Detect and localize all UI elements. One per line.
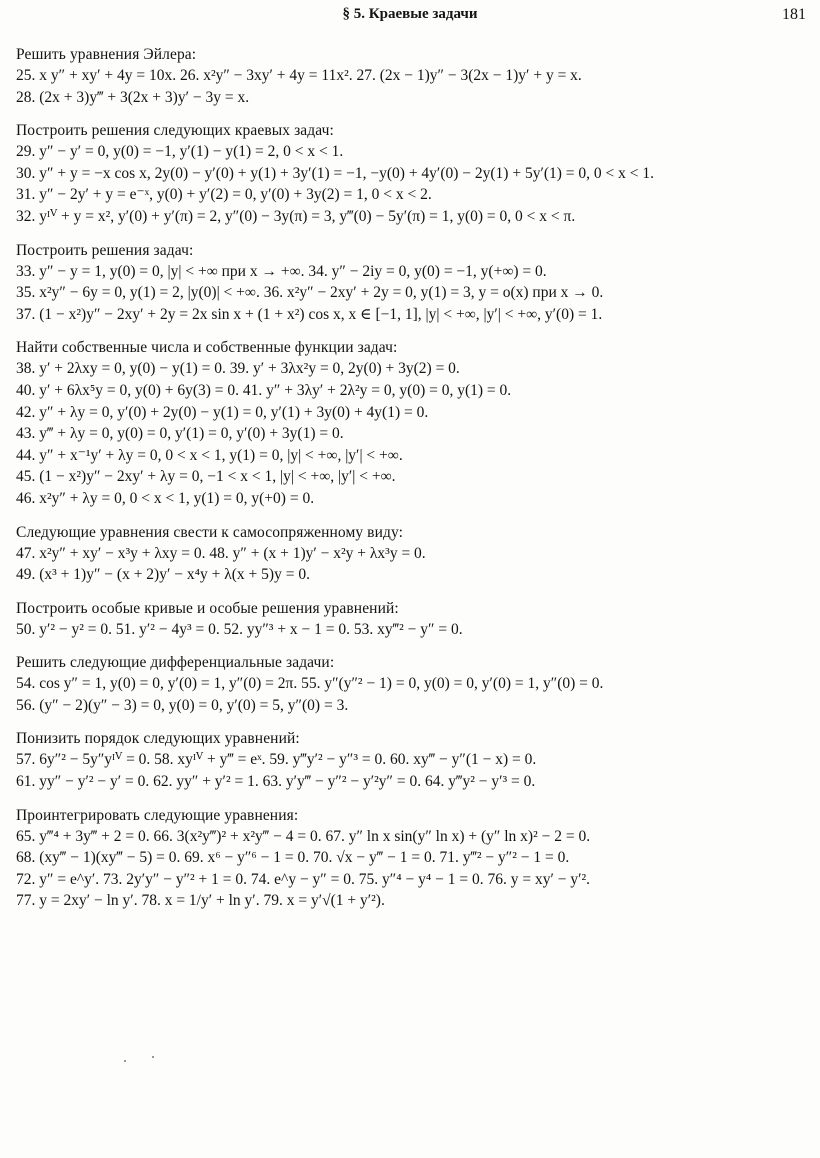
section-instruction: Следующие уравнения свести к самосопряженному виду: — [16, 523, 404, 541]
page-header — [0, 6, 820, 28]
problems-body — [16, 44, 812, 924]
section-heading: § 5. Краевые задачи — [342, 6, 478, 22]
problem-section — [16, 805, 812, 912]
problem-line: 61. yy″ − y′² − y′ = 0. 62. yy″ + y′² = 1. 63. y′y‴ − y″² − y′²y″ = 0. 64. y‴y² − y′³ = 0. — [16, 773, 536, 791]
problem-line: 46. x²y″ + λy = 0, 0 < x < 1, y(1) = 0, y(+0) = 0. — [16, 489, 315, 507]
problem-line: 38. y′ + 2λxy = 0, y(0) − y(1) = 0. 39. y′ + 3λx²y = 0, 2y(0) + 3y(2) = 0. — [16, 360, 460, 378]
problem-line: 50. y′² − y² = 0. 51. y′² − 4y³ = 0. 52. yy″³ + x − 1 = 0. 53. xy‴² − y″ = 0. — [16, 620, 463, 638]
scan-speck — [124, 1060, 126, 1062]
problem-section — [16, 652, 812, 716]
problem-line: 31. y″ − 2y′ + y = e⁻ˣ, y(0) + y′(2) = 0, y′(0) + 3y(2) = 1, 0 < x < 2. — [16, 186, 432, 204]
problem-line: 72. y″ = e^y′. 73. 2y′y″ − y″² + 1 = 0. 74. e^y − y″ = 0. 75. y″⁴ − y⁴ − 1 = 0. 76. y = xy′ − y′². — [16, 870, 591, 888]
section-instruction: Понизить порядок следующих уравнений: — [16, 730, 300, 748]
problem-line: 29. y″ − y′ = 0, y(0) = −1, y′(1) − y(1) = 2, 0 < x < 1. — [16, 143, 344, 161]
problem-section — [16, 728, 812, 792]
section-instruction: Построить особые кривые и особые решения уравнений: — [16, 599, 399, 617]
problem-line: 49. (x³ + 1)y″ − (x + 2)y′ − x⁴y + λ(x + 5)y = 0. — [16, 566, 310, 584]
problem-line: 35. x²y″ − 6y = 0, y(1) = 2, |y(0)| < +∞. 36. x²y″ − 2xy′ + 2y = 0, y(1) = 3, y = o(x) при x → 0. — [16, 284, 604, 302]
section-instruction: Построить решения следующих краевых задач: — [16, 122, 334, 140]
problem-section — [16, 120, 812, 227]
problem-line: 42. y″ + λy = 0, y′(0) + 2y(0) − y(1) = 0, y′(1) + 3y(0) + 4y(1) = 0. — [16, 403, 429, 421]
problem-line: 30. y″ + y = −x cos x, 2y(0) − y′(0) + y(1) + 3y′(1) = −1, −y(0) + 4y′(0) − 2y(1) + 5y′(1) = 0, 0 < x < 1. — [16, 164, 655, 182]
problem-line: 43. y‴ + λy = 0, y(0) = 0, y′(1) = 0, y′(0) + 3y(1) = 0. — [16, 425, 344, 443]
problem-line: 25. x y″ + xy′ + 4y = 10x. 26. x²y″ − 3xy′ + 4y = 11x². 27. (2x − 1)y″ − 3(2x − 1)y′ + y = x. — [16, 67, 582, 84]
problem-line: 57. 6y″² − 5y″yᴵⱽ = 0. 58. xyᴵⱽ + y‴ = eˣ. 59. y‴y′² − y″³ = 0. 60. xy‴ − y″(1 − x) = 0. — [16, 751, 537, 769]
problem-line: 68. (xy‴ − 1)(xy‴ − 5) = 0. 69. x⁶ − y″⁶ − 1 = 0. 70. √x − y‴ − 1 = 0. 71. y‴² − y″² − 1 = 0. — [16, 849, 570, 867]
problem-line: 65. y‴⁴ + 3y‴ + 2 = 0. 66. 3(x²y‴)² + x²y‴ − 4 = 0. 67. y″ ln x sin(y″ ln x) + (y″ ln x)² − 2 = 0. — [16, 827, 591, 845]
problem-line: 56. (y″ − 2)(y″ − 3) = 0, y(0) = 0, y′(0) = 5, y″(0) = 3. — [16, 696, 349, 714]
problem-section — [16, 240, 812, 326]
problem-section — [16, 44, 812, 108]
problem-line: 33. y″ − y = 1, y(0) = 0, |y| < +∞ при x → +∞. 34. y″ − 2iy = 0, y(0) = −1, y(+∞) = 0. — [16, 262, 547, 280]
section-instruction: Решить уравнения Эйлера: — [16, 46, 197, 63]
problem-line: 40. y′ + 6λx⁵y = 0, y(0) + 6y(3) = 0. 41. y″ + 3λy′ + 2λ²y = 0, y(0) = 0, y(1) = 0. — [16, 381, 512, 399]
scan-speck — [152, 1056, 154, 1058]
problem-line: 32. yᴵⱽ + y = x², y′(0) + y′(π) = 2, y″(0) − 3y(π) = 3, y‴(0) − 5y′(π) = 1, y(0) = 0, 0 < x < π. — [16, 207, 576, 225]
section-instruction: Проинтегрировать следующие уравнения: — [16, 806, 299, 824]
problem-line: 37. (1 − x²)y″ − 2xy′ + 2y = 2x sin x + (1 + x²) cos x, x ∈ [−1, 1], |y| < +∞, |y′| < +∞, y′(0) = 1. — [16, 305, 603, 323]
problem-section — [16, 337, 812, 509]
problem-line: 77. y = 2xy′ − ln y′. 78. x = 1/y′ + ln y′. 79. x = y′√(1 + y′²). — [16, 892, 385, 910]
problem-section — [16, 522, 812, 586]
section-instruction: Решить следующие дифференциальные задачи: — [16, 654, 335, 672]
problem-line: 54. cos y″ = 1, y(0) = 0, y′(0) = 1, y″(0) = 2π. 55. y″(y″² − 1) = 0, y(0) = 0, y′(0) = 1, y″(0) = 0. — [16, 675, 604, 693]
problem-section — [16, 598, 812, 641]
section-instruction: Найти собственные числа и собственные функции задач: — [16, 339, 398, 357]
problem-line: 45. (1 − x²)y″ − 2xy′ + λy = 0, −1 < x < 1, |y| < +∞, |y′| < +∞. — [16, 468, 396, 486]
problem-line: 44. y″ + x⁻¹y′ + λy = 0, 0 < x < 1, y(1) = 0, |y| < +∞, |y′| < +∞. — [16, 446, 403, 464]
section-instruction: Построить решения задач: — [16, 241, 194, 259]
problem-line: 28. (2x + 3)y‴ + 3(2x + 3)y′ − 3y = x. — [16, 88, 250, 106]
problem-line: 47. x²y″ + xy′ − x³y + λxy = 0. 48. y″ + (x + 1)y′ − x²y + λx³y = 0. — [16, 544, 426, 562]
page-number: 181 — [782, 6, 806, 23]
